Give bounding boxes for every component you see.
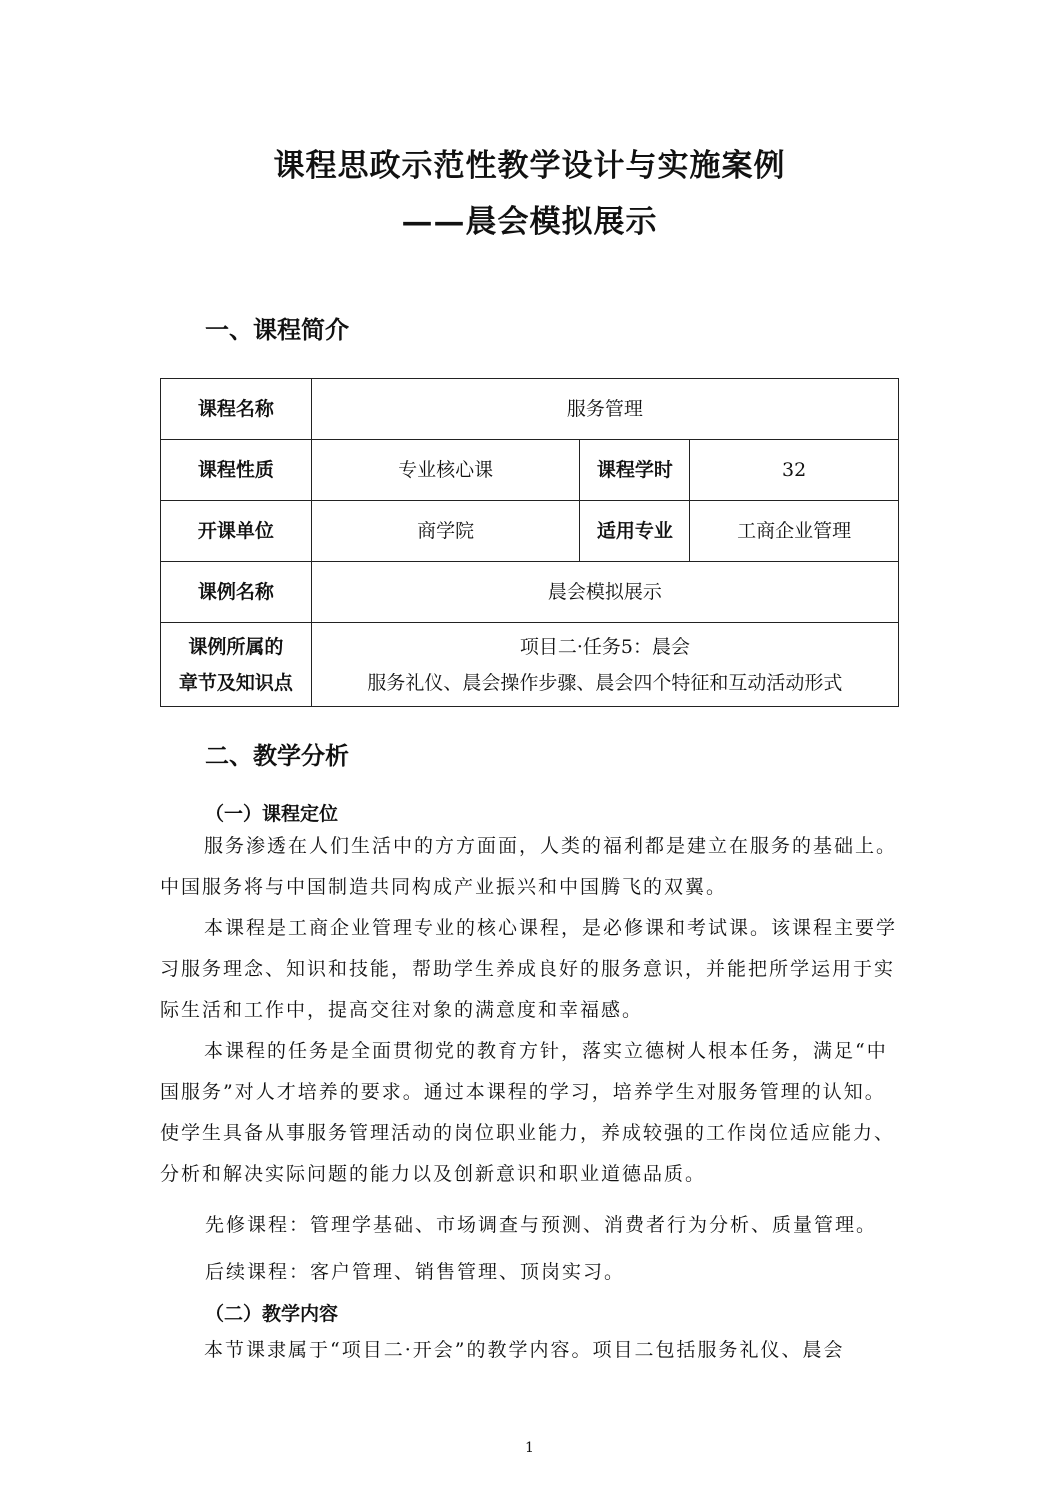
section-heading-intro: 一、课程简介	[205, 315, 349, 344]
course-unit-label: 开课单位	[161, 501, 312, 562]
prerequisite-courses: 先修课程：管理学基础、市场调查与预测、消费者行为分析、质量管理。	[205, 1214, 878, 1236]
case-name-label: 课例名称	[161, 562, 312, 623]
chapter-value	[311, 623, 898, 707]
paragraph-content: 本节课隶属于“项目二·开会”的教学内容。项目二包括服务礼仪、晨会	[204, 1339, 845, 1361]
case-name-value: 晨会模拟展示	[311, 562, 898, 623]
table-row	[161, 623, 899, 707]
course-nature-label: 课程性质	[161, 440, 312, 501]
table-row	[161, 501, 899, 562]
document-title: 课程思政示范性教学设计与实施案例	[273, 148, 786, 184]
course-nature-value: 专业核心课	[311, 440, 580, 501]
major-value: 工商企业管理	[690, 501, 899, 562]
course-hours-value: 32	[690, 440, 899, 501]
chapter-value-line1: 项目二·任务5：晨会	[519, 635, 690, 658]
document-subtitle: ——晨会模拟展示	[401, 204, 658, 240]
page-number: 1	[525, 1440, 534, 1456]
paragraph-task: 本课程的任务是全面贯彻党的教育方针，落实立德树人根本任务，满足“中国服务”对人才培养的要求。通过本课程的学习，培养学生对服务管理的认知。使学生具备从事服务管理活动的岗位职业能力，养成较强的工作岗位适应能力、分析和解决实际问题的能力以及创新意识和职业道德品质。	[160, 1040, 896, 1185]
course-hours-label: 课程学时	[580, 440, 690, 501]
subheading-positioning: （一）课程定位	[205, 803, 339, 825]
paragraph-course: 本课程是工商企业管理专业的核心课程，是必修课和考试课。该课程主要学习服务理念、知识和技能，帮助学生养成良好的服务意识，并能把所学运用于实际生活和工作中，提高交往对象的满意度和幸福感。	[160, 917, 898, 1021]
chapter-label-line2: 章节及知识点	[178, 671, 293, 694]
course-info-table	[160, 378, 899, 707]
chapter-label	[161, 623, 312, 707]
chapter-label-line1: 课例所属的	[188, 635, 284, 658]
table-row	[161, 562, 899, 623]
major-label: 适用专业	[580, 501, 690, 562]
course-name-value: 服务管理	[311, 379, 898, 440]
course-unit-value: 商学院	[311, 501, 580, 562]
course-name-label: 课程名称	[161, 379, 312, 440]
chapter-value-line2: 服务礼仪、晨会操作步骤、晨会四个特征和互动活动形式	[367, 671, 843, 694]
subheading-content: （二）教学内容	[205, 1303, 339, 1325]
section-heading-analysis: 二、教学分析	[205, 741, 349, 770]
table-row	[161, 379, 899, 440]
table-row	[161, 440, 899, 501]
paragraph-intro: 服务渗透在人们生活中的方方面面，人类的福利都是建立在服务的基础上。中国服务将与中国制造共同构成产业振兴和中国腾飞的双翼。	[160, 835, 898, 898]
follow-up-courses: 后续课程：客户管理、销售管理、顶岗实习。	[205, 1261, 626, 1283]
